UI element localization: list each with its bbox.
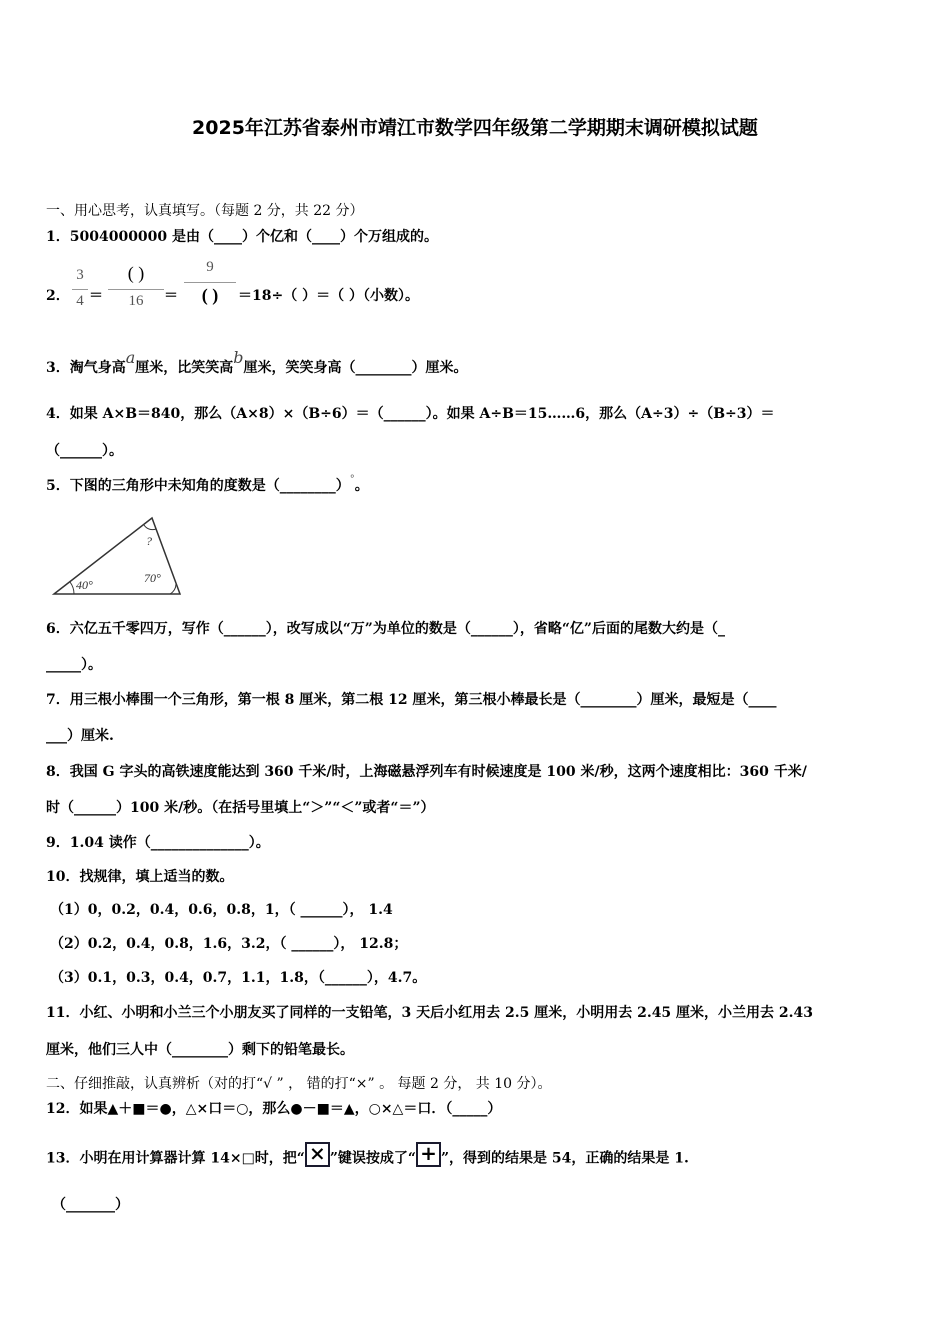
question-10: 10．找规律，填上适当的数。 [46, 869, 234, 885]
question-13 [46, 1141, 689, 1171]
equals-sign-1: ＝ [89, 288, 103, 304]
question-9: 9．1.04 读作（______________）。 [46, 835, 270, 851]
multiply-key-icon: × [305, 1142, 330, 1167]
question-7-line-1: 7．用三根小棒围一个三角形，第一根 8 厘米，第二根 12 厘米，第三根小棒最长是（________）厘米，最短是（____ [46, 692, 777, 708]
section-1-heading: 一、用心思考，认真填写。（每题 2 分，共 22 分） [46, 203, 364, 219]
question-8-line-2: 时（______）100 米/秒。（在括号里填上“＞”“＜”或者“＝”） [46, 800, 435, 816]
question-4-line-1: 4．如果 A×B＝840，那么（A×8）×（B÷6）＝（______）。如果 A÷B＝15……6，那么（A÷3）÷（B÷3）＝ [46, 406, 775, 422]
question-13-answer: （_______） [52, 1197, 129, 1213]
angle-arc-right [170, 584, 176, 594]
question-3-part-a: 3．淘气身高 [46, 360, 126, 376]
question-2-tail: ＝18÷（ ）＝（ ）（小数）。 [238, 288, 419, 304]
question-7-line-2: ___）厘米. [46, 728, 114, 744]
question-5 [46, 474, 369, 497]
fraction-3-bar [184, 282, 236, 283]
fraction-1-bar [72, 289, 88, 290]
question-4-line-2: （______）。 [46, 443, 123, 459]
variable-b: b [233, 348, 244, 367]
question-13-part-c: ”，得到的结果是 54，正确的结果是 1. [440, 1150, 689, 1167]
fraction-2-bar [108, 289, 164, 290]
angle-70-label: 70° [144, 571, 161, 585]
angle-40-label: 40° [76, 578, 93, 592]
fraction-1-numerator: 3 [76, 267, 84, 283]
question-5-text: 5．下图的三角形中未知角的度数是（________） [46, 478, 350, 494]
fraction-3-denominator: ( ) [201, 285, 219, 305]
variable-a: a [125, 348, 136, 367]
question-12: 12．如果▲＋■＝●，△×口＝○，那么●－■＝▲，○×△＝口．（_____） [46, 1101, 502, 1117]
question-2-number: 2． [46, 288, 70, 304]
triangle-shape [54, 518, 180, 594]
fraction-1-denominator: 4 [76, 293, 84, 309]
question-1: 1．5004000000 是由（____）个亿和（____）个万组成的。 [46, 229, 439, 245]
question-5-end: 。 [354, 478, 369, 494]
page-title: 2025年江苏省泰州市靖江市数学四年级第二学期期末调研模拟试题 [192, 117, 758, 139]
question-3 [46, 348, 468, 377]
question-6-line-2: _____）。 [46, 657, 102, 673]
equals-sign-2: ＝ [164, 288, 178, 304]
question-3-part-c: 厘米，笑笑身高（________）厘米。 [243, 360, 468, 376]
degree-mark: ° [349, 474, 355, 485]
plus-key-icon: + [416, 1142, 441, 1167]
fraction-2-denominator: 16 [128, 293, 144, 309]
question-11-line-1: 11．小红、小明和小兰三个小朋友买了同样的一支铅笔，3 天后小红用去 2.5 厘米，小明用去 2.45 厘米，小兰用去 2.43 [46, 1005, 814, 1021]
unknown-angle-label: ? [146, 534, 152, 548]
question-10-part-3: （3）0.1，0.3，0.4，0.7，1.1，1.8，（______），4.7。 [50, 970, 427, 986]
fraction-2-numerator: ( ) [127, 263, 145, 283]
question-13-part-b: ”键误按成了“ [329, 1150, 416, 1167]
question-6-line-1: 6．六亿五千零四万，写作（______），改写成以“万”为单位的数是（______），省略“亿”后面的尾数大约是（_ [46, 621, 725, 637]
question-10-part-2: （2）0.2，0.4，0.8，1.6，3.2，（ ______）， 12.8； [50, 936, 408, 952]
question-13-part-a: 13．小明在用计算器计算 14×□时，把“ [46, 1150, 305, 1167]
question-10-part-1: （1）0，0.2，0.4，0.6，0.8，1，（ ______）， 1.4 [50, 902, 393, 918]
question-8-line-1: 8．我国 G 字头的高铁速度能达到 360 千米/时，上海磁悬浮列车有时候速度是 100 米/秒，这两个速度相比：360 千米/ [46, 764, 807, 780]
section-2-heading: 二、仔细推敲，认真辨析（对的打“√ ” ， 错的打“×” 。 每题 2 分， 共 10 分）。 [46, 1076, 552, 1092]
question-3-part-b: 厘米，比笑笑高 [135, 360, 234, 376]
fraction-3-numerator: 9 [206, 259, 214, 275]
triangle-figure [48, 510, 188, 598]
angle-arc-left [70, 582, 74, 594]
question-11-line-2: 厘米，他们三人中（________）剩下的铅笔最长。 [46, 1042, 354, 1058]
